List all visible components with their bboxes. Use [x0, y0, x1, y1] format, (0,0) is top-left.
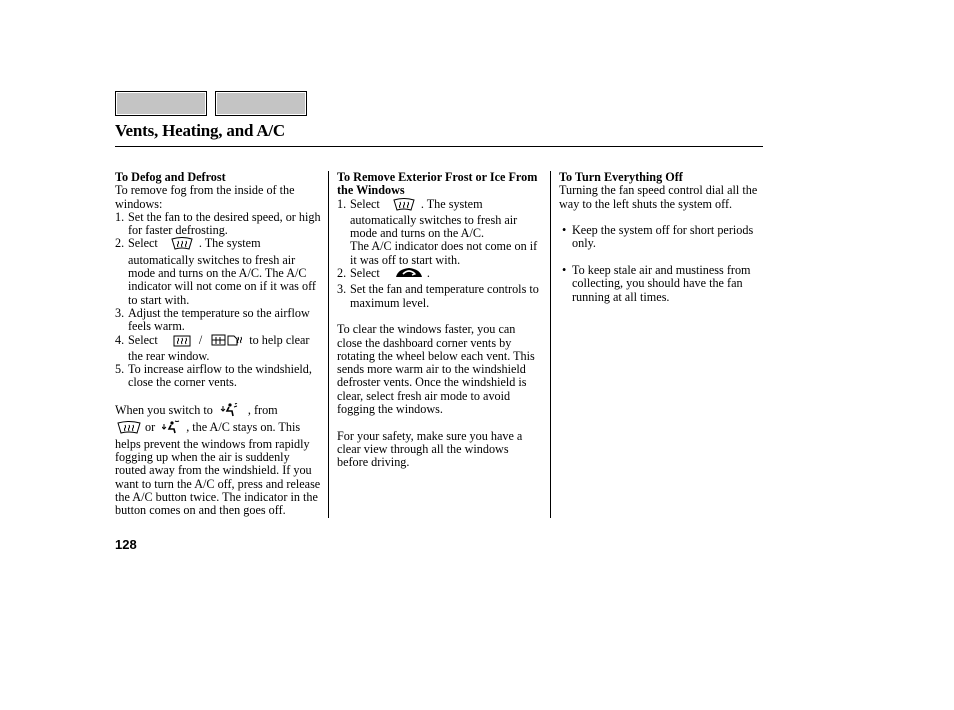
windshield-defrost-icon	[393, 198, 415, 214]
windshield-defrost-icon	[117, 421, 141, 437]
section-heading: To Remove Exterior Frost or Ice From the Windows	[337, 170, 538, 198]
list-item: 3. Set the fan and temperature controls to maximum level.	[337, 282, 539, 310]
bullet-list	[559, 224, 763, 304]
section-heading: To Defog and Defrost	[115, 170, 226, 184]
list-item: 1. Set the fan to the desired speed, or high for faster defrosting.	[115, 209, 321, 238]
list-item: 1. Select . The system automatically switches to fresh air mode and turns on the A/C. The A/C indicator does not come on if it was off to start with.	[337, 198, 541, 267]
list-item: 2. Select . The system automatically switches to fresh air mode and turns on the A/C. The A/C indicator will not come on if it was off to start with.	[115, 236, 316, 307]
column-frost	[337, 171, 541, 470]
page-number: 128	[115, 537, 137, 552]
page-title: Vents, Heating, and A/C	[115, 121, 285, 140]
list-item: • To keep stale air and mustiness from collecting, you should have the fan running at all times.	[559, 264, 763, 304]
recirculation-icon	[395, 267, 423, 283]
list-item: 5. To increase airflow to the windshield, close the corner vents.	[115, 362, 312, 390]
column-divider-2	[550, 171, 551, 518]
list-item: • Keep the system off for short periods only.	[559, 224, 763, 251]
list-item: 4. Select / to help clear the rear window.	[115, 332, 310, 363]
mode-paragraph: When you switch to , from or , the A/C stays on. This helps prevent the windows from rapidly fogging up when the air is suddenly routed away from the windshield. If you want to turn the A/C off, press and release the A/C button twice. The indicator in the button comes on and then goes off.	[115, 403, 321, 518]
floor-defrost-mode-icon	[162, 420, 180, 437]
column-off	[559, 171, 763, 317]
windshield-defrost-icon	[171, 237, 193, 253]
paragraph: For your safety, make sure you have a clear view through all the windows before driving.	[337, 428, 523, 470]
rear-defrost-mirror-icon	[211, 334, 245, 350]
list-item: 3. Adjust the temperature so the airflow feels warm.	[115, 305, 310, 334]
title-rule	[115, 146, 763, 147]
section-heading: To Turn Everything Off	[559, 170, 683, 184]
floor-defrost-mode-icon	[220, 403, 238, 420]
steps-list	[115, 211, 322, 390]
column-divider-1	[328, 171, 329, 518]
step-note: The A/C indicator does not come on if it was off to start with.	[350, 239, 538, 267]
rear-defrost-icon	[173, 335, 191, 350]
steps-list	[337, 198, 541, 310]
list-item: 2. Select .	[337, 267, 541, 283]
paragraph: To clear the windows faster, you can close the dashboard corner vents by rotating the wheel below each vent. This sends more warm air to the windshield defroster vents. Once the windshield is clear, select fresh air mode to avoid fogging the windows.	[337, 322, 535, 417]
column-defog	[115, 171, 322, 517]
section-intro: Turning the fan speed control dial all the way to the left shuts the system off.	[559, 183, 758, 211]
nav-tab-2[interactable]	[215, 91, 307, 116]
section-intro: To remove fog from the inside of the windows:	[115, 183, 295, 211]
nav-tab-1[interactable]	[115, 91, 207, 116]
